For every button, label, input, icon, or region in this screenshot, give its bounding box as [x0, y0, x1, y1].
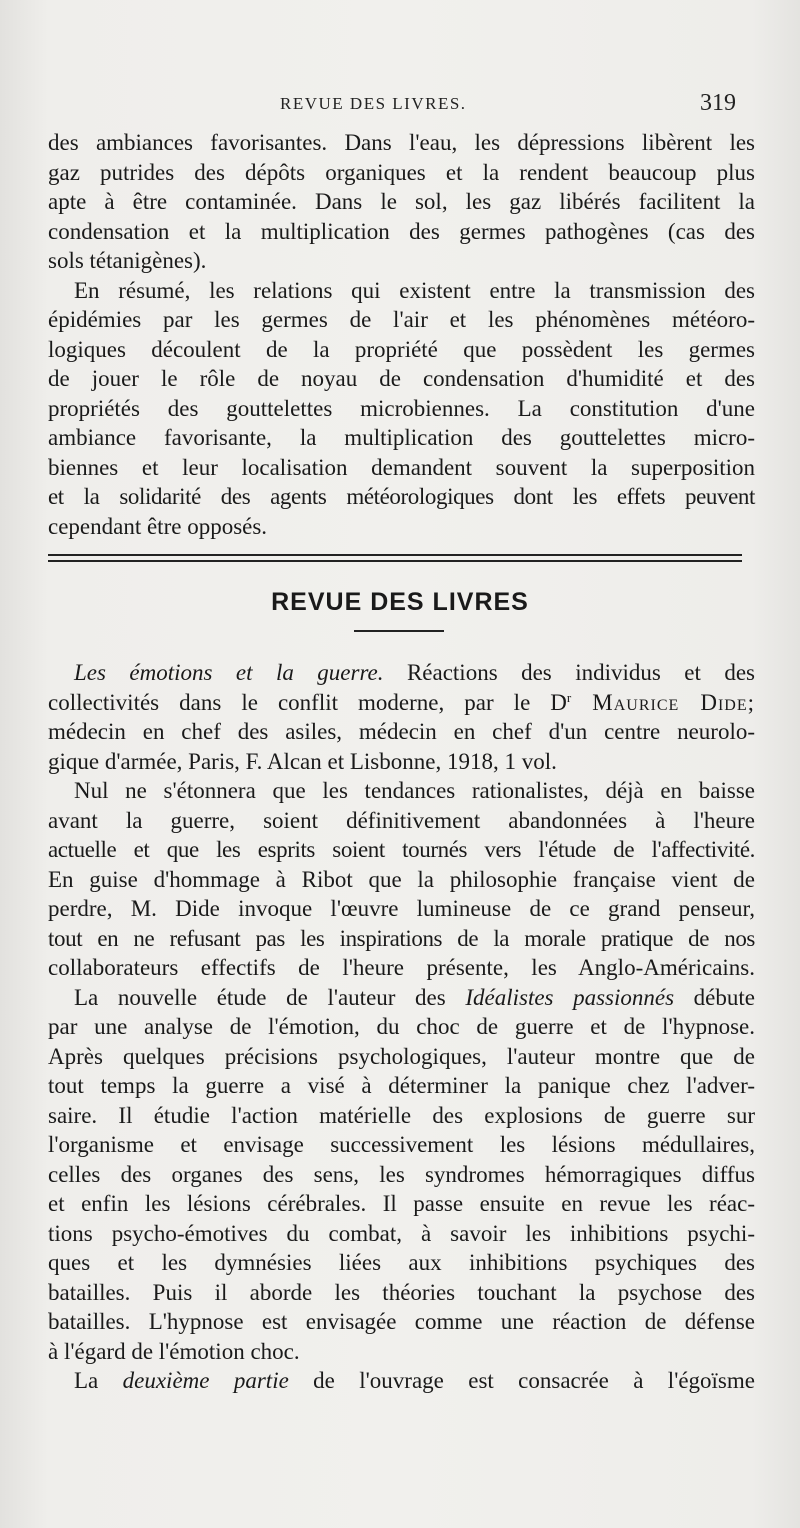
- text-line: tions psycho-émotives du combat, à savoir les inhibitions psychi-: [48, 1220, 755, 1246]
- title-underline: [354, 630, 444, 632]
- text-line: apte à être contaminée. Dans le sol, les gaz libérés facilitent la: [48, 189, 755, 214]
- text-line: ques et les dymnésies liées aux inhibitions psychiques des: [48, 1250, 755, 1275]
- italic-phrase: deuxième partie: [122, 1368, 289, 1393]
- text-line: l'organisme et envisage successivement les lésions médullaires,: [48, 1132, 755, 1157]
- text-line: propriétés des gouttelettes microbiennes. La constitution d'une: [48, 395, 755, 421]
- section-divider-top: [48, 554, 742, 556]
- text-line: biennes et leur localisation demandent souvent la superposition: [48, 454, 755, 480]
- text-line: batailles. L'hypnose est envisagée comme une réaction de défense: [48, 1309, 755, 1334]
- citation-line: gique d'armée, Paris, F. Alcan et Lisbonne, 1918, 1 vol.: [48, 748, 557, 774]
- page-number: 319: [700, 90, 736, 116]
- text-line: [48, 1366, 755, 1396]
- text-line: cependant être opposés.: [48, 513, 268, 539]
- book-title: Les émotions et la guerre.: [74, 660, 384, 685]
- text-segment: La nouvelle étude de l'auteur des: [74, 984, 466, 1010]
- text-segment: La: [74, 1368, 123, 1393]
- text-line: Nul ne s'étonnera que les tendances rationalistes, déjà en baisse: [74, 778, 755, 803]
- text-line: par une analyse de l'émotion, du choc de guerre et de l'hypnose.: [48, 1014, 755, 1039]
- text-line: tout temps la guerre a visé à déterminer la panique chez l'adver-: [48, 1073, 755, 1098]
- book-review-text: [48, 658, 755, 1396]
- text-segment: débute: [674, 984, 755, 1010]
- text-line: actuelle et que les esprits soient tournés vers l'étude de l'affectivité.: [48, 837, 755, 862]
- text-line: perdre, M. Dide invoque l'œuvre lumineuse de ce grand penseur,: [48, 896, 755, 921]
- text-line: condensation et la multiplication des germes pathogènes (cas des: [48, 218, 755, 244]
- text-line: celles des organes des sens, les syndromes hémorragiques diffus: [48, 1161, 755, 1187]
- running-head: [0, 88, 800, 118]
- section-title: REVUE DES LIVRES: [271, 588, 529, 616]
- text-line: En guise d'hommage à Ribot que la philosophie française vient de: [48, 866, 755, 892]
- section-divider-bottom: [48, 560, 742, 562]
- text-line: de jouer le rôle de noyau de condensation d'humidité et des: [48, 366, 755, 391]
- italic-title: Idéalistes passionnés: [465, 984, 675, 1010]
- text-line: logiques découlent de la propriété que possèdent les germes: [48, 336, 755, 362]
- text-line: collaborateurs effectifs de l'heure présente, les Anglo-Américains.: [48, 955, 755, 980]
- text-line: ambiance favorisante, la multiplication des gouttelettes micro-: [48, 425, 755, 450]
- text-line: avant la guerre, soient définitivement abandonnées à l'heure: [48, 807, 755, 833]
- text-line: En résumé, les relations qui existent entre la transmission des: [74, 277, 755, 303]
- running-title: REVUE DES LIVRES.: [280, 94, 467, 113]
- text-line: batailles. Puis il aborde les théories touchant la psychose des: [48, 1279, 755, 1305]
- citation-line: médecin en chef des asiles, médecin en chef d'un centre neurolo-: [48, 719, 755, 744]
- citation-line: [48, 688, 755, 718]
- author-name: Maurice Dide;: [571, 689, 755, 715]
- text-line: saire. Il étudie l'action matérielle des explosions de guerre sur: [48, 1102, 755, 1128]
- text-line: Après quelques précisions psychologiques, l'auteur montre que de: [48, 1043, 755, 1069]
- previous-article-text: [48, 128, 755, 541]
- text-line: et la solidarité des agents météorologiques dont les effets peuvent: [48, 484, 755, 509]
- text-line: tout en ne refusant pas les inspirations de la morale pratique de nos: [48, 925, 755, 951]
- text-line: épidémies par les germes de l'air et les phénomènes météoro-: [48, 307, 755, 332]
- text-line: gaz putrides des dépôts organiques et la rendent beaucoup plus: [48, 159, 755, 185]
- citation-text: collectivités dans le conflit moderne, par le D: [48, 689, 567, 715]
- text-line: [48, 983, 755, 1013]
- text-line: sols tétanigènes).: [48, 248, 207, 273]
- citation-text: Réactions des individus et des: [383, 660, 755, 685]
- text-line: des ambiances favorisantes. Dans l'eau, les dépressions libèrent les: [48, 130, 755, 155]
- text-segment: de l'ouvrage est consacrée à l'égoïsme: [288, 1368, 755, 1393]
- text-line: et enfin les lésions cérébrales. Il passe ensuite en revue les réac-: [48, 1191, 755, 1216]
- citation-line: [48, 658, 755, 688]
- text-line: à l'égard de l'émotion choc.: [48, 1338, 300, 1364]
- citation-superscript: r: [566, 689, 572, 705]
